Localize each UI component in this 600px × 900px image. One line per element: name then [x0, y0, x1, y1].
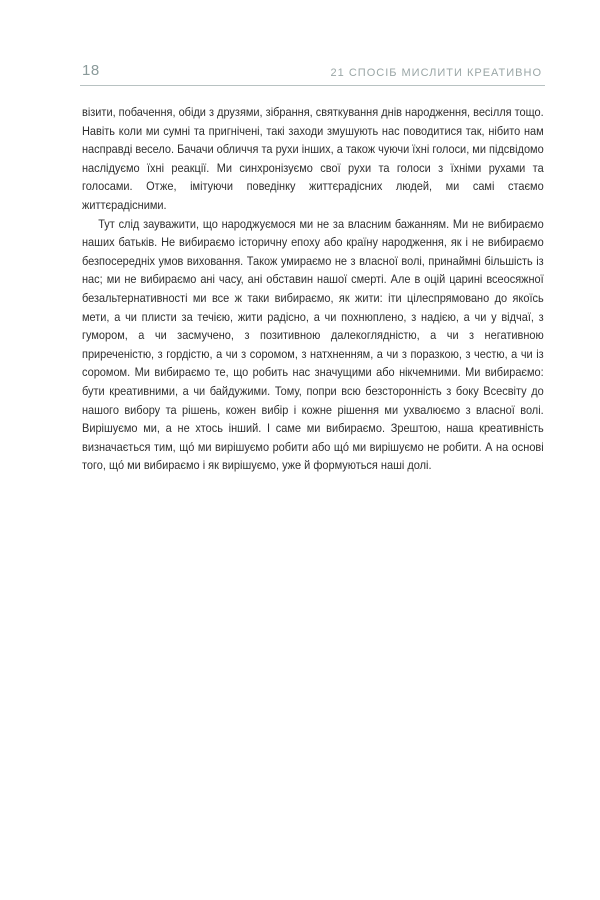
body-text [82, 103, 544, 475]
header-rule [80, 85, 545, 86]
page-number: 18 [82, 62, 100, 79]
paragraph-1: візити, побачення, обіди з друзями, зібрання, святкування днів народження, весілля тощо. Навіть коли ми сумні та пригнічені, такі заходи змушують нас поводитися так, нібито нам насправді весело. Бачачи обличчя та рухи інших, а також чуючи їхні голоси, ми підсвідомо наслідуємо їхні реакції. Ми синхронізуємо свої рухи та голоси з їхніми рухами та голосами. Отже, імітуючи поведінку життєрадісних людей, ми самі стаємо життєрадісними. [82, 105, 544, 212]
running-head: 21 СПОСІБ МИСЛИТИ КРЕАТИВНО [330, 67, 542, 79]
paragraph-2: Тут слід зауважити, що народжуємося ми не за власним бажанням. Ми не вибираємо наших батьків. Не вибираємо історичну епоху або країну народження, як і не вибираємо безпосередніх умов виховання. Також умираємо не з власної волі, принаймні більшість із нас; ми не вибираємо ані часу, ані обставин нашої смерті. Але в оцій царині всеосяжної безальтернативності ми все ж таки вибираємо, як жити: іти цілеспрямовано до якоїсь мети, а чи плисти за течією, жити радісно, а чи похнюплено, з надією, а чи у відчаї, з гумором, а чи засмучено, з позитивною далекоглядністю, а чи з негативною приреченістю, з гордістю, а чи з соромом, з натхненням, а чи з поразкою, з честю, а чи із соромом. Ми вибираємо те, що робить нас значущими або нікчемними. Ми вибираємо: бути креативними, а чи байдужими. Тому, попри всю безсторонність з боку Всесвіту до нашого вибору та рішень, кожен вибір і кожне рішення ми ухвалюємо з власної волі. Вирішуємо ми, а не хтось інший. І саме ми вибираємо. Зрештою, наша креативність визначається тим, щó ми вирішуємо робити або щó ми вирішуємо не робити. А на основі того, щó ми вибираємо і як вирішуємо, уже й формуються наші долі. [82, 216, 544, 473]
